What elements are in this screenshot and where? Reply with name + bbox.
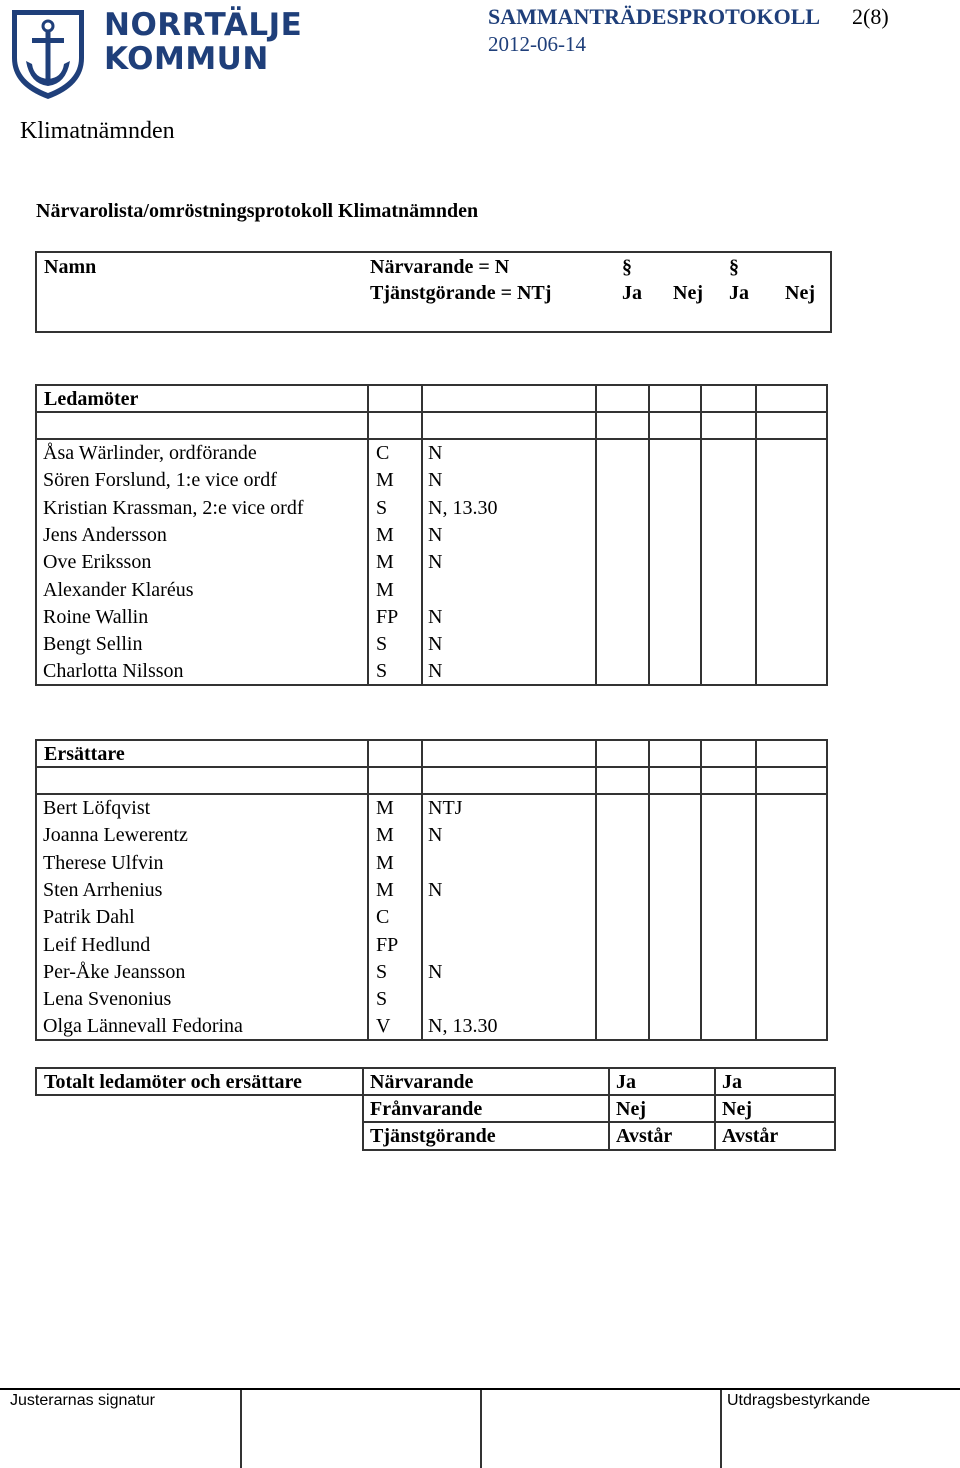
paragraph-symbol-2: § xyxy=(729,256,739,278)
party-code: M xyxy=(376,469,394,492)
vote-col-yes-1: Ja xyxy=(622,282,642,304)
totals-vote-1: Nej xyxy=(616,1098,646,1120)
member-name: Sören Forslund, 1:e vice ordf xyxy=(43,469,277,492)
party-code: FP xyxy=(376,605,399,628)
member-name: Olga Lännevall Fedorina xyxy=(43,1015,243,1038)
member-name: Joanna Lewerentz xyxy=(43,824,188,847)
totals-vote-2: Avstår xyxy=(722,1125,779,1147)
attendance-list-title: Närvarolista/omröstningsprotokoll Klimatnämnden xyxy=(36,200,479,222)
document-type-title: SAMMANTRÄDESPROTOKOLL xyxy=(488,4,821,29)
meeting-date: 2012-06-14 xyxy=(488,32,586,56)
party-code: S xyxy=(376,960,388,983)
attendance-status: N xyxy=(428,523,443,546)
party-code: M xyxy=(376,578,394,601)
attendance-status: N xyxy=(428,633,443,656)
member-name: Jens Andersson xyxy=(43,523,167,546)
totals-row-label: Tjänstgörande xyxy=(370,1125,496,1147)
totals-label: Totalt ledamöter och ersättare xyxy=(44,1071,302,1093)
member-name: Charlotta Nilsson xyxy=(43,660,184,683)
member-name: Bert Löfqvist xyxy=(43,797,151,819)
member-name: Åsa Wärlinder, ordförande xyxy=(43,442,257,464)
party-code: M xyxy=(376,523,394,546)
extract-certification-label: Utdragsbestyrkande xyxy=(727,1392,871,1409)
party-code: S xyxy=(376,660,388,683)
party-code: M xyxy=(376,851,394,874)
attendance-status: N xyxy=(428,605,443,628)
attendance-status: N xyxy=(428,660,443,683)
party-code: S xyxy=(376,633,388,656)
logo-line-2: KOMMUN xyxy=(104,41,269,77)
party-code: C xyxy=(376,906,390,929)
member-name: Patrik Dahl xyxy=(43,906,135,929)
party-code: M xyxy=(376,824,394,847)
present-legend: Närvarande = N xyxy=(370,256,510,278)
attendance-status: N xyxy=(428,469,443,492)
attendance-status: N xyxy=(428,551,443,574)
member-name: Sten Arrhenius xyxy=(43,878,163,901)
totals-row-label: Frånvarande xyxy=(370,1098,483,1120)
totals-vote-2: Ja xyxy=(722,1071,742,1093)
attendance-status: N, 13.30 xyxy=(428,1015,498,1038)
coat-of-arms-icon xyxy=(8,6,88,102)
party-code: V xyxy=(376,1015,391,1038)
serving-legend: Tjänstgörande = NTj xyxy=(370,282,552,304)
party-code: S xyxy=(376,988,388,1011)
members-heading: Ledamöter xyxy=(44,388,139,410)
attendance-status: NTJ xyxy=(428,797,463,819)
paragraph-symbol-1: § xyxy=(622,256,632,278)
member-name: Leif Hedlund xyxy=(43,933,151,956)
member-name: Lena Svenonius xyxy=(43,988,172,1011)
member-name: Alexander Klaréus xyxy=(43,578,194,601)
member-name: Kristian Krassman, 2:e vice ordf xyxy=(43,496,304,519)
party-code: M xyxy=(376,551,394,574)
member-name: Roine Wallin xyxy=(43,605,149,628)
totals-row-label: Närvarande xyxy=(370,1071,474,1093)
member-name: Therese Ulfvin xyxy=(43,851,164,874)
member-name: Ove Eriksson xyxy=(43,551,152,574)
attendance-status: N xyxy=(428,824,443,847)
attendance-status: N xyxy=(428,442,443,464)
member-name: Per-Åke Jeansson xyxy=(43,960,186,983)
signature-footer xyxy=(0,1388,960,1466)
totals-vote-1: Ja xyxy=(616,1071,636,1093)
vote-col-no-2: Nej xyxy=(785,282,815,304)
substitutes-heading: Ersättare xyxy=(44,743,125,765)
municipality-logo-text xyxy=(104,8,302,76)
name-column-heading: Namn xyxy=(44,256,97,278)
vote-col-yes-2: Ja xyxy=(729,282,749,304)
logo-line-1: NORRTÄLJE xyxy=(104,7,303,43)
party-code: M xyxy=(376,878,394,901)
vote-col-no-1: Nej xyxy=(673,282,703,304)
attendance-status: N xyxy=(428,960,443,983)
party-code: S xyxy=(376,496,388,519)
party-code: FP xyxy=(376,933,399,956)
totals-vote-2: Nej xyxy=(722,1098,752,1120)
committee-name: Klimatnämnden xyxy=(20,118,175,144)
reviewers-signature-label: Justerarnas signatur xyxy=(10,1392,155,1409)
totals-vote-1: Avstår xyxy=(616,1125,673,1147)
attendance-status: N xyxy=(428,878,443,901)
attendance-status: N, 13.30 xyxy=(428,496,498,519)
member-name: Bengt Sellin xyxy=(43,633,143,656)
party-code: C xyxy=(376,442,390,464)
party-code: M xyxy=(376,797,394,819)
page-number: 2(8) xyxy=(852,4,889,29)
